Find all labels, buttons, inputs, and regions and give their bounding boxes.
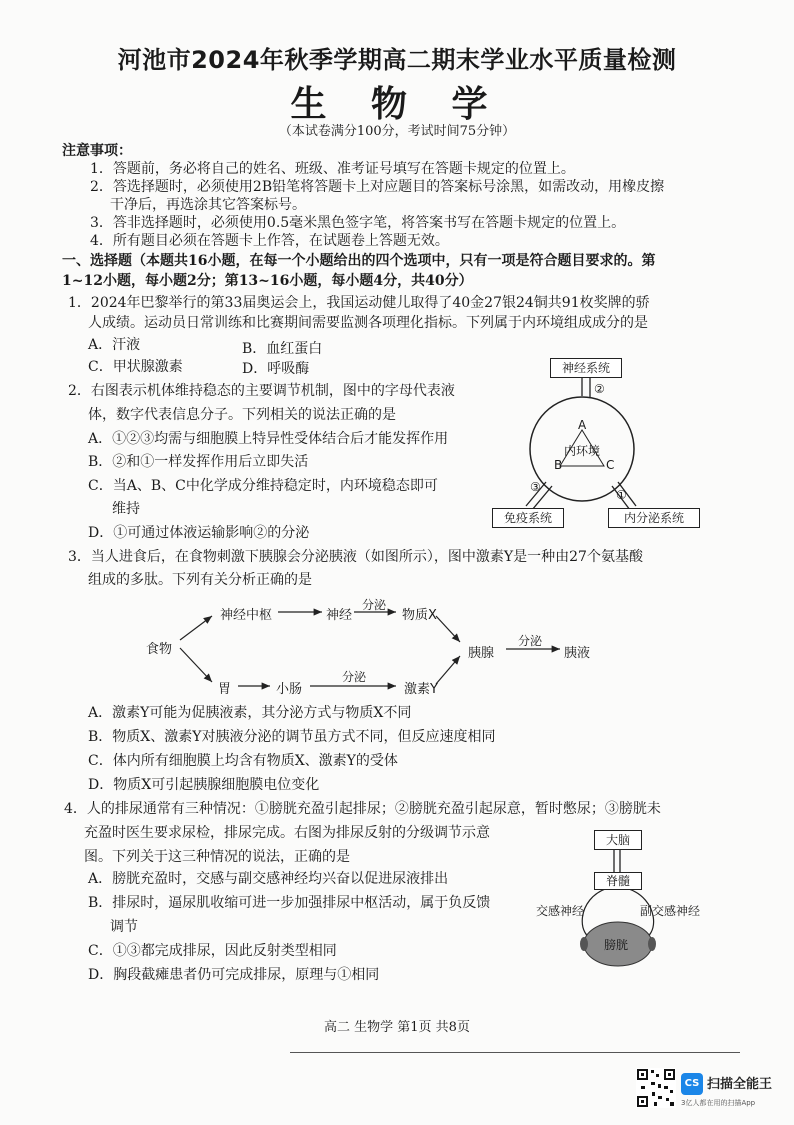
- q2-option-d: D．①可通过体液运输影响②的分泌: [88, 525, 310, 541]
- q4-option-b-cont: 调节: [110, 919, 138, 935]
- nervous-system-box: 神经系统: [550, 358, 622, 378]
- q1-stem: 1．2024年巴黎举行的第33届奥运会上，我国运动健儿取得了40金27银24铜共91枚奖牌的骄: [68, 295, 650, 311]
- letter-a: A: [578, 418, 587, 432]
- q2-option-a: A．①②③均需与细胞膜上特异性受体结合后才能发挥作用: [88, 431, 449, 447]
- q4-option-d: D．胸段截瘫患者仍可完成排尿，原理与①相同: [88, 967, 380, 983]
- intestine-label: 小肠: [276, 682, 303, 697]
- scanner-title: 扫描全能王: [707, 1077, 773, 1092]
- food-label: 食物: [146, 642, 173, 657]
- sympathetic-label: 交感神经: [536, 904, 585, 918]
- section-heading: 一、选择题（本题共16小题，在每一个小题给出的四个选项中，只有一项是符合题目要求的。第: [62, 253, 656, 269]
- q4-stem: 图。下列关于这三种情况的说法，正确的是: [84, 849, 350, 865]
- secrete-label-bottom: 分泌: [342, 670, 367, 684]
- q4-stem: 4．人的排尿通常有三种情况：①膀胱充盈引起排尿；②膀胱充盈引起尿意，暂时憋尿；③膀胱未: [64, 801, 661, 817]
- signal-3: ③: [530, 480, 541, 494]
- q4-option-b: B．排尿时，逼尿肌收缩可进一步加强排尿中枢活动，属于负反馈: [88, 895, 491, 911]
- spinal-cord-box: 脊髓: [594, 872, 642, 890]
- brain-box: 大脑: [594, 830, 642, 850]
- q1-option-a: A．汗液: [88, 337, 141, 353]
- inner-environment-label: 内环境: [564, 444, 601, 458]
- parasympathetic-label: 副交感神经: [640, 904, 701, 918]
- secrete-label-right: 分泌: [518, 634, 543, 648]
- endocrine-system-box: 内分泌系统: [608, 508, 700, 528]
- note-item: 2．答选择题时，必须使用2B铅笔将答题卡上对应题目的答案标号涂黑，如需改动，用橡皮擦: [90, 179, 665, 195]
- pancreas-label: 胰腺: [468, 646, 495, 661]
- letter-b: B: [554, 458, 563, 472]
- q3-option-d: D．物质X可引起胰腺细胞膜电位变化: [88, 777, 320, 793]
- q2-option-c-cont: 维持: [112, 501, 140, 517]
- q3-option-c: C．体内所有细胞膜上均含有物质X、激素Y的受体: [88, 753, 398, 769]
- q1-option-c: C．甲状腺激素: [88, 359, 183, 375]
- scanner-subtitle: 3亿人都在用的扫描App: [681, 1099, 756, 1107]
- q4-option-a: A．膀胱充盈时，交感与副交感神经均兴奋以促进尿液排出: [88, 871, 449, 887]
- notes-heading: 注意事项：: [62, 143, 132, 159]
- divider: [290, 1052, 740, 1053]
- q1-option-d: D．呼吸酶: [242, 361, 310, 377]
- immune-system-box: 免疫系统: [492, 508, 564, 528]
- q3-option-a: A．激素Y可能为促胰液素，其分泌方式与物质X不同: [88, 705, 412, 721]
- qr-code-icon: [636, 1068, 676, 1108]
- q4-stem: 充盈时医生要求尿检，排尿完成。右图为排尿反射的分级调节示意: [84, 825, 490, 841]
- note-item: 3．答非选择题时，必须使用0.5毫米黑色签字笔，将答案书写在答题卡规定的位置上。: [90, 215, 626, 231]
- q3-stem: 3．当人进食后，在食物刺激下胰腺会分泌胰液（如图所示），图中激素Y是一种由27个氨基酸: [68, 549, 643, 565]
- note-item: 1．答题前，务必将自己的姓名、班级、准考证号填写在答题卡规定的位置上。: [90, 161, 575, 177]
- bladder-label: 膀胱: [604, 938, 629, 952]
- camscanner-logo-icon: CS: [681, 1073, 703, 1095]
- secrete-label-top: 分泌: [362, 598, 387, 612]
- subject-title: 生 物 学: [290, 83, 504, 125]
- q1-option-b: B．血红蛋白: [242, 341, 323, 357]
- q4-diagram: [536, 828, 716, 978]
- note-item: 4．所有题目必须在答题卡上作答，在试题卷上答题无效。: [90, 233, 449, 249]
- q3-stem: 组成的多肽。下列有关分析正确的是: [88, 572, 312, 588]
- pancreatic-juice-label: 胰液: [564, 646, 591, 661]
- page-footer: 高二 生物学 第1页 共8页: [324, 1020, 470, 1035]
- stomach-label: 胃: [218, 682, 232, 697]
- q2-stem: 2．右图表示机体维持稳态的主要调节机制，图中的字母代表液: [68, 383, 455, 399]
- signal-2: ②: [594, 382, 605, 396]
- q2-option-c: C．当A、B、C中化学成分维持稳定时，内环境稳态即可: [88, 478, 438, 494]
- q3-option-b: B．物质X、激素Y对胰液分泌的调节虽方式不同，但反应速度相同: [88, 729, 496, 745]
- substance-x-label: 物质X: [402, 608, 437, 623]
- q3-diagram: [140, 596, 620, 696]
- nerve-center-label: 神经中枢: [220, 608, 273, 623]
- letter-c: C: [606, 458, 615, 472]
- q2-diagram: [490, 354, 710, 534]
- exam-title: 河池市2024年秋季学期高二期末学业水平质量检测: [117, 46, 677, 74]
- q4-option-c: C．①③都完成排尿，因此反射类型相同: [88, 943, 337, 959]
- hormone-y-label: 激素Y: [404, 682, 438, 697]
- section-heading-cont: 1~12小题，每小题2分；第13~16小题，每小题4分，共40分）: [62, 273, 473, 289]
- exam-note: （本试卷满分100分，考试时间75分钟）: [278, 124, 516, 139]
- signal-1: ①: [616, 488, 627, 502]
- q2-stem: 体，数字代表信息分子。下列相关的说法正确的是: [88, 407, 396, 423]
- q1-stem: 人成绩。运动员日常训练和比赛期间需要监测各项理化指标。下列属于内环境组成成分的是: [88, 315, 648, 331]
- q2-option-b: B．②和①一样发挥作用后立即失活: [88, 454, 309, 470]
- note-item: 干净后，再选涂其它答案标号。: [110, 197, 306, 213]
- nerve-label: 神经: [326, 608, 353, 623]
